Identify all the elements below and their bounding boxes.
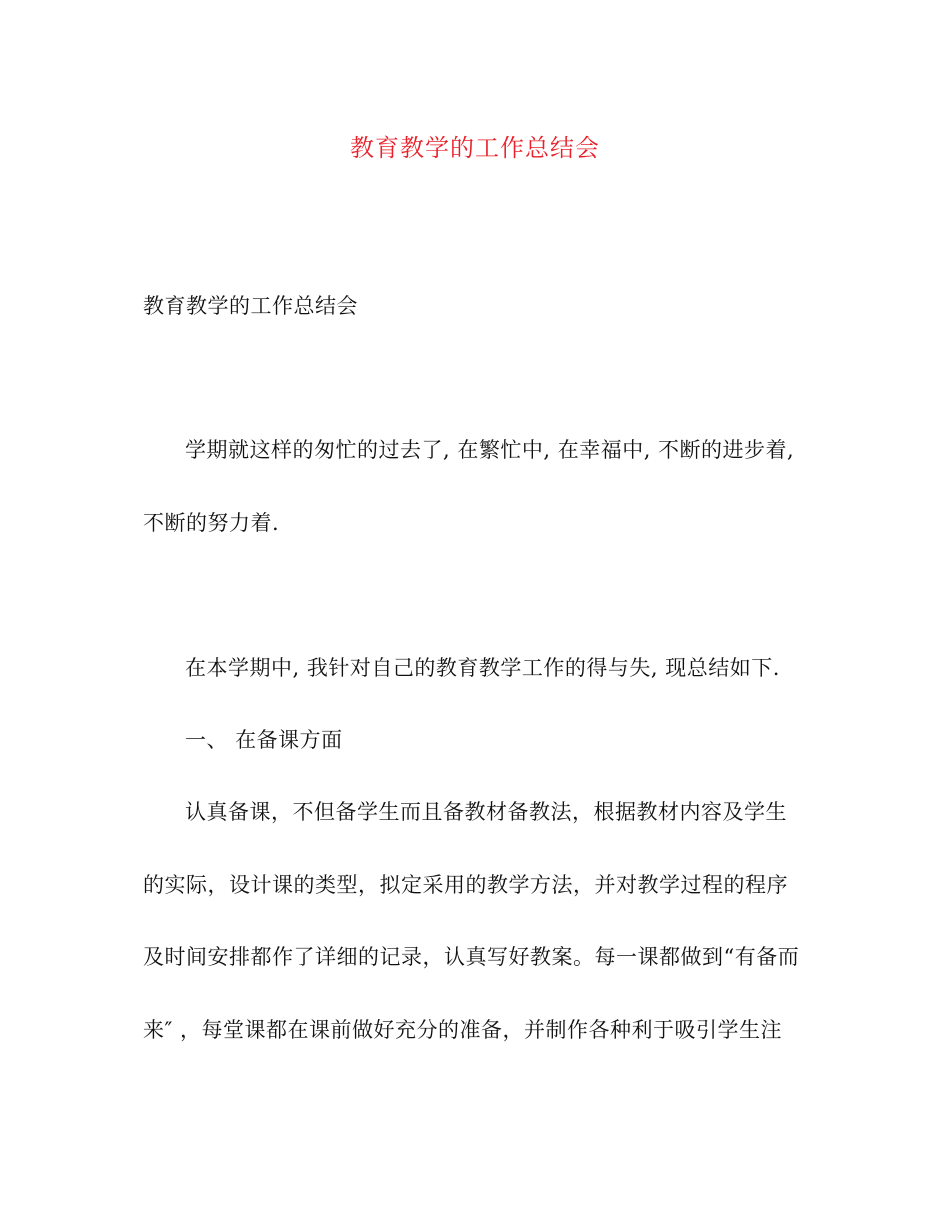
paragraph-line: 不断的努力着.	[143, 511, 280, 535]
paragraph-line: 在本学期中, 我针对自己的教育教学工作的得与失, 现总结如下.	[185, 656, 780, 680]
paragraph-line: 来″ ，每堂课都在课前做好充分的准备，并制作各种利于吸引学生注	[143, 1018, 783, 1042]
paragraph-line: 及时间安排都作了详细的记录，认真写好教案。每一课都做到“有备而	[143, 945, 800, 969]
paragraph-line: 的实际，设计课的类型，拟定采用的教学方法，并对教学过程的程序	[143, 873, 788, 897]
section-heading: 一、 在备课方面	[185, 728, 343, 752]
paragraph-line: 认真备课，不但备学生而且备教材备教法，根据教材内容及学生	[185, 800, 787, 824]
paragraph-line: 学期就这样的匆忙的过去了, 在繁忙中, 在幸福中, 不断的进步着,	[185, 438, 795, 462]
document-title: 教育教学的工作总结会	[350, 134, 600, 162]
document-subtitle: 教育教学的工作总结会	[143, 294, 358, 318]
